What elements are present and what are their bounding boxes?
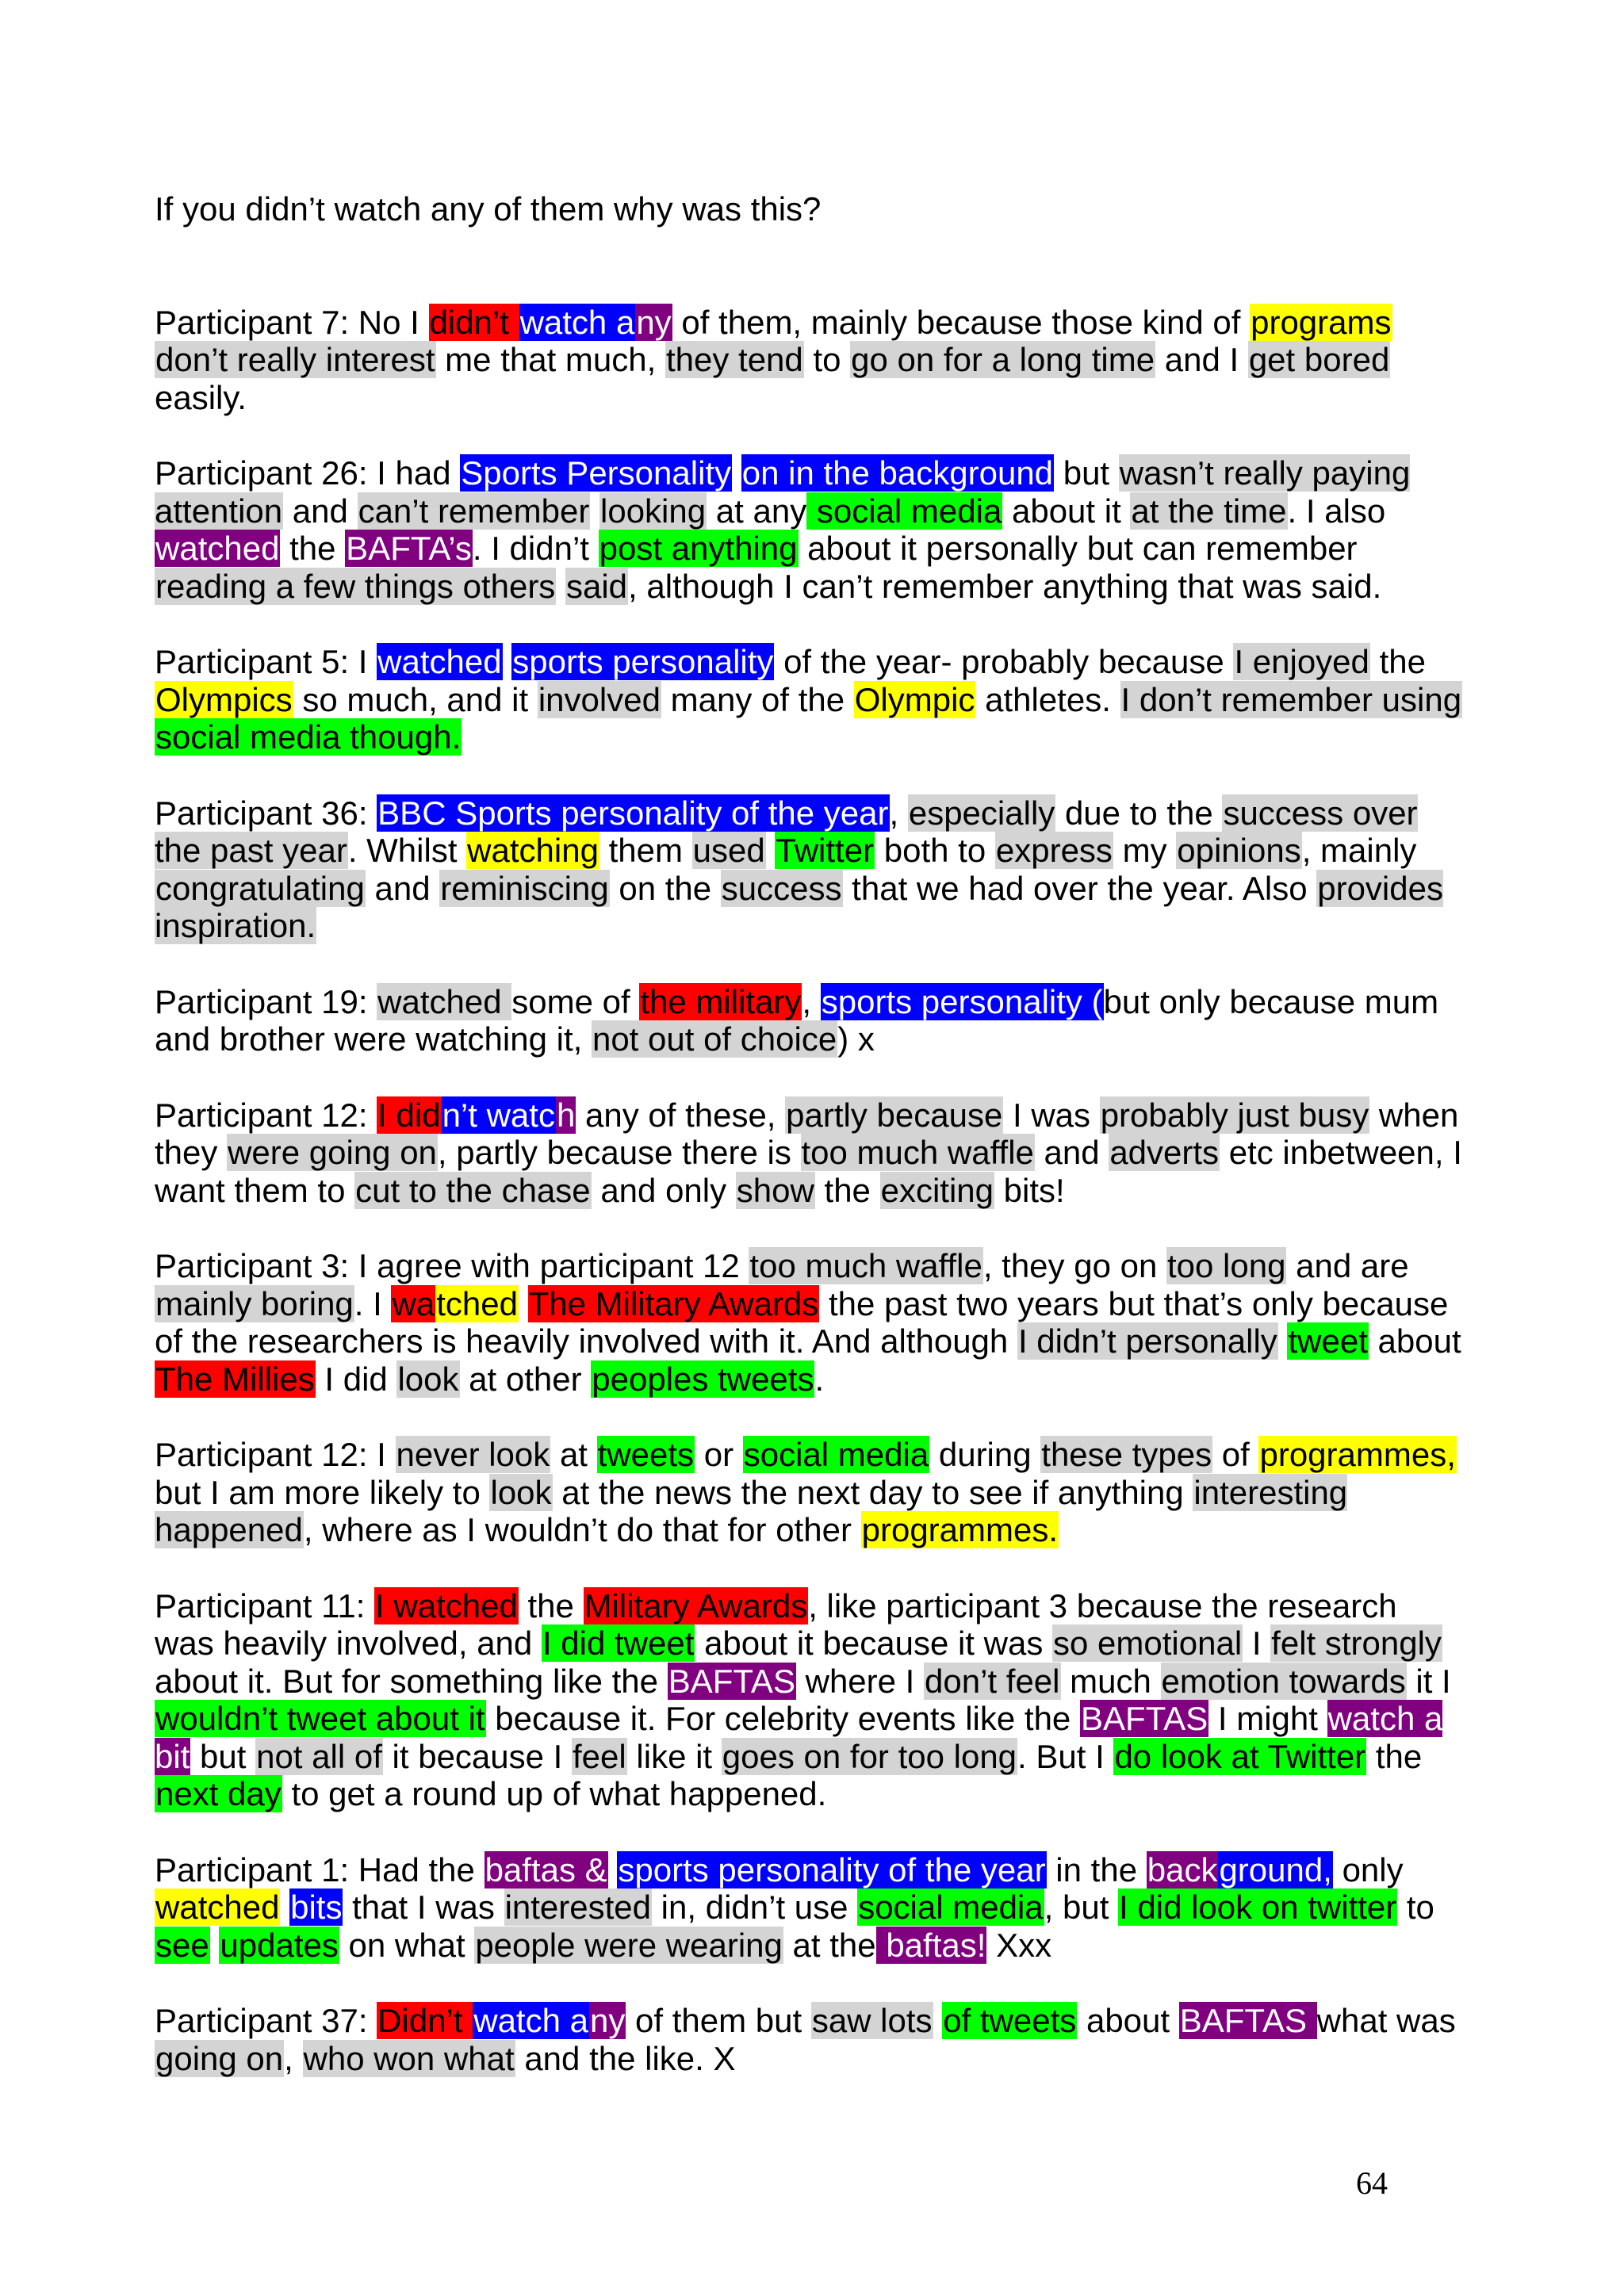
highlighted-phrase: BAFTA’s <box>346 530 472 567</box>
highlighted-phrase: too long <box>1166 1247 1286 1284</box>
highlighted-phrase: bits <box>290 1888 343 1926</box>
highlighted-phrase: of tweets <box>943 2002 1077 2039</box>
highlighted-phrase: so emotional <box>1053 1624 1243 1662</box>
highlighted-phrase: interesting happened <box>155 1473 1348 1548</box>
highlighted-phrase: watched <box>377 982 511 1020</box>
response-text: at the <box>783 1926 876 1964</box>
response-text: at any <box>707 492 807 530</box>
response-text: I <box>1243 1624 1271 1662</box>
response-text: of <box>1212 1436 1259 1473</box>
response-text: but I am more likely to <box>155 1473 490 1511</box>
response-text <box>732 454 741 492</box>
participant-26-response <box>155 454 1463 605</box>
participant-36-response <box>155 794 1463 945</box>
response-text: , although I can’t remember anything that was said. <box>628 567 1382 605</box>
response-text: Participant 11: <box>155 1586 375 1624</box>
highlighted-phrase: not out of choice <box>592 1020 837 1058</box>
highlighted-phrase: involved <box>538 680 661 718</box>
highlighted-phrase: mainly boring <box>155 1284 354 1322</box>
highlighted-phrase: I didn’t personally <box>1017 1322 1277 1360</box>
response-text: to <box>1397 1888 1434 1926</box>
response-text: about it personally but can remember <box>798 530 1358 567</box>
response-text: about it. But for something like the <box>155 1662 668 1700</box>
highlighted-phrase: I watched <box>375 1586 518 1624</box>
highlighted-phrase: didn’t <box>429 303 519 341</box>
highlighted-phrase: watch a bit <box>155 1700 1443 1775</box>
highlighted-phrase: social media <box>743 1436 929 1473</box>
highlighted-phrase: looking <box>600 492 707 530</box>
response-text: the <box>280 530 346 567</box>
response-text: , but <box>1044 1888 1119 1926</box>
highlighted-phrase: congratulating <box>155 869 365 907</box>
response-text: , <box>889 794 908 832</box>
highlighted-phrase: don’t feel <box>925 1662 1060 1700</box>
highlighted-phrase: h <box>556 1096 576 1134</box>
response-text: on what <box>339 1926 475 1964</box>
highlighted-phrase: I did look on twitter <box>1119 1888 1397 1926</box>
highlighted-phrase: probably just busy <box>1100 1096 1369 1134</box>
highlighted-phrase: said <box>565 567 628 605</box>
highlighted-phrase: n’t watc <box>442 1096 555 1134</box>
response-text: and the like. X <box>515 2039 736 2077</box>
response-text: the <box>1369 643 1426 680</box>
response-text: like it <box>626 1737 722 1775</box>
participant-5-response <box>155 643 1463 756</box>
response-text: Participant 7: No I <box>155 303 429 341</box>
highlighted-phrase: Twitter <box>776 832 875 869</box>
highlighted-phrase: especially <box>908 794 1055 832</box>
highlighted-phrase: at the time <box>1131 492 1287 530</box>
response-text: I did <box>315 1360 397 1398</box>
highlighted-phrase: were going on <box>228 1134 437 1171</box>
highlighted-phrase: watch a <box>473 2002 588 2039</box>
highlighted-phrase: show <box>736 1171 814 1209</box>
highlighted-phrase: go on for a long time <box>851 341 1155 378</box>
highlighted-phrase: success over the past year <box>155 794 1418 869</box>
highlighted-phrase: felt strongly <box>1271 1624 1442 1662</box>
response-text: to <box>803 341 851 378</box>
response-text: of them, mainly because those kind of <box>672 303 1251 341</box>
highlighted-phrase: who won what <box>303 2039 515 2077</box>
response-text: or <box>695 1436 743 1473</box>
response-text: , like participant 3 because the research was heavily involved, and <box>155 1586 1397 1662</box>
response-text: . I didn’t <box>472 530 599 567</box>
response-text: many of the <box>661 680 854 718</box>
highlighted-phrase: look <box>490 1473 552 1511</box>
highlighted-phrase: BBC Sports personality of the year <box>377 794 889 832</box>
highlighted-phrase: watched <box>155 1888 280 1926</box>
response-text: much <box>1060 1662 1161 1700</box>
response-text: etc inbetween, I want them to <box>155 1134 1462 1209</box>
response-text: athletes. <box>975 680 1120 718</box>
response-text: during <box>929 1436 1041 1473</box>
document-body <box>155 190 1463 2115</box>
response-text: the past two years but that’s only because of the researchers is heavily involved with it. And although <box>155 1284 1449 1360</box>
highlighted-phrase: Olympic <box>854 680 975 718</box>
highlighted-phrase: do look at Twitter <box>1114 1737 1366 1775</box>
response-text: to get a round up of what happened. <box>282 1775 827 1812</box>
highlighted-phrase: back <box>1147 1850 1218 1888</box>
highlighted-phrase: too much waffle <box>801 1134 1034 1171</box>
highlighted-phrase: BAFTAS <box>1080 1700 1208 1737</box>
participant-responses <box>155 304 1463 2078</box>
response-text: both to <box>875 832 995 869</box>
highlighted-phrase: see <box>155 1926 209 1964</box>
response-text: but only because mum and brother were watching it, <box>155 982 1439 1058</box>
highlighted-phrase: reminiscing <box>440 869 609 907</box>
highlighted-phrase: the military <box>640 982 802 1020</box>
response-text: but <box>190 1737 256 1775</box>
response-text: at other <box>459 1360 592 1398</box>
highlighted-phrase: ny <box>589 2002 626 2039</box>
response-text: and only <box>591 1171 736 1209</box>
highlighted-phrase: I did tweet <box>542 1624 695 1662</box>
response-text <box>210 1927 220 1964</box>
highlighted-phrase: The Millies <box>155 1360 315 1398</box>
response-text <box>608 1851 618 1888</box>
response-text: of them but <box>626 2002 811 2039</box>
response-text: my <box>1113 832 1177 869</box>
highlighted-phrase: I did <box>377 1096 441 1134</box>
highlighted-phrase: next day <box>155 1775 282 1812</box>
highlighted-phrase: people were wearing <box>475 1926 783 1964</box>
response-text: in, didn’t use <box>652 1888 858 1926</box>
highlighted-phrase: saw lots <box>811 2002 933 2039</box>
response-text <box>1278 1322 1288 1360</box>
participant-7-response <box>155 304 1463 417</box>
participant-19-response <box>155 983 1463 1058</box>
response-text <box>519 1285 528 1322</box>
response-text: and I <box>1155 341 1248 378</box>
response-text: about <box>1368 1322 1461 1360</box>
highlighted-phrase: I enjoyed <box>1234 643 1369 680</box>
response-text: the <box>814 1171 880 1209</box>
response-text: and <box>1034 1134 1109 1171</box>
response-text: any of these, <box>576 1096 786 1134</box>
highlighted-phrase: look <box>397 1360 459 1398</box>
participant-12-second-response <box>155 1436 1463 1549</box>
response-text: at <box>550 1436 597 1473</box>
highlighted-phrase: watch a <box>519 303 635 341</box>
highlighted-phrase: express <box>995 832 1113 869</box>
response-text: it I <box>1406 1662 1451 1700</box>
response-text: when they <box>155 1096 1459 1171</box>
response-text: about <box>1077 2002 1179 2039</box>
response-text: , partly because there is <box>437 1134 801 1171</box>
response-text: the <box>518 1586 584 1624</box>
highlighted-phrase: not all of <box>256 1737 382 1775</box>
response-text: Participant 37: <box>155 2002 377 2039</box>
highlighted-phrase: cut to the chase <box>355 1171 591 1209</box>
response-text: what was <box>1316 2002 1456 2039</box>
highlighted-phrase: post anything <box>599 530 798 567</box>
participant-3-response <box>155 1247 1463 1398</box>
highlighted-phrase: ground, <box>1219 1850 1332 1888</box>
highlighted-phrase: ny <box>636 303 672 341</box>
response-text: I was <box>1003 1096 1100 1134</box>
highlighted-phrase: Didn’t <box>377 2002 473 2039</box>
participant-11-response <box>155 1587 1463 1813</box>
response-text: me that much, <box>435 341 665 378</box>
highlighted-phrase: I don’t remember using <box>1120 680 1462 718</box>
response-text <box>556 568 565 605</box>
response-text: . I also <box>1287 492 1386 530</box>
response-text: about it because it was <box>695 1624 1053 1662</box>
highlighted-phrase: going on <box>155 2039 284 2077</box>
highlighted-phrase: success <box>721 869 842 907</box>
highlighted-phrase: baftas! <box>876 1926 986 1964</box>
highlighted-phrase: BAFTAS <box>1179 2002 1316 2039</box>
response-text: Participant 3: I agree with participant 12 <box>155 1247 749 1284</box>
highlighted-phrase: these types <box>1041 1436 1212 1473</box>
response-text: Participant 19: <box>155 982 377 1020</box>
response-text: that we had over the year. Also <box>842 869 1317 907</box>
highlighted-phrase: The Military Awards <box>528 1284 819 1322</box>
highlighted-phrase: get bored <box>1248 341 1390 378</box>
response-text: and <box>283 492 358 530</box>
highlighted-phrase: they tend <box>665 341 803 378</box>
response-text <box>590 492 599 530</box>
highlighted-phrase: wouldn’t tweet about it <box>155 1700 485 1737</box>
response-text: at the news the next day to see if anything <box>552 1473 1193 1511</box>
response-text: Participant 26: I had <box>155 454 461 492</box>
response-text <box>280 1888 289 1926</box>
highlighted-phrase: wasn’t really paying attention <box>155 454 1411 530</box>
highlighted-phrase: watching <box>467 832 599 869</box>
highlighted-phrase: never look <box>396 1436 550 1473</box>
response-text: Participant 36: <box>155 794 377 832</box>
response-text: bits! <box>994 1171 1065 1209</box>
response-text: Participant 5: I <box>155 643 377 680</box>
response-text: and <box>365 869 440 907</box>
response-text: that I was <box>343 1888 504 1926</box>
highlighted-phrase: sports personality ( <box>821 982 1103 1020</box>
response-text: . Whilst <box>347 832 467 869</box>
response-text: , <box>802 982 821 1020</box>
response-text: . <box>814 1360 825 1398</box>
highlighted-phrase: Military Awards <box>584 1586 808 1624</box>
highlighted-phrase: Olympics <box>155 680 293 718</box>
response-text: Participant 12: I <box>155 1436 396 1473</box>
response-text: , mainly <box>1301 832 1417 869</box>
highlighted-phrase: sports personality of the year <box>618 1850 1046 1888</box>
participant-12-response <box>155 1096 1463 1210</box>
highlighted-phrase: peoples tweets <box>592 1360 814 1398</box>
response-text: Participant 12: <box>155 1096 377 1134</box>
highlighted-phrase: sports personality <box>512 643 774 680</box>
response-text: easily. <box>155 378 247 416</box>
participant-37-response <box>155 2002 1463 2077</box>
response-text: it because I <box>382 1737 573 1775</box>
highlighted-phrase: can’t remember <box>358 492 590 530</box>
response-text: , they go on <box>982 1247 1166 1284</box>
highlighted-phrase: baftas & <box>485 1850 607 1888</box>
response-text: where I <box>795 1662 925 1700</box>
response-text: on the <box>609 869 721 907</box>
response-text: , <box>284 2039 303 2077</box>
highlighted-phrase: emotion towards <box>1161 1662 1406 1700</box>
participant-1-response <box>155 1851 1463 1965</box>
highlighted-phrase: social media <box>807 492 1002 530</box>
highlighted-phrase: interested <box>504 1888 652 1926</box>
question-heading: If you didn’t watch any of them why was this? <box>155 190 822 228</box>
response-text: about it <box>1002 492 1131 530</box>
highlighted-phrase: social media though. <box>155 718 462 756</box>
response-text: them <box>599 832 692 869</box>
response-text <box>503 643 512 680</box>
highlighted-phrase: programs <box>1251 303 1392 341</box>
response-text: the <box>1366 1737 1423 1775</box>
response-text: only <box>1332 1850 1404 1888</box>
response-text: I might <box>1208 1700 1327 1737</box>
highlighted-phrase: reading a few things others <box>155 567 556 605</box>
highlighted-phrase: goes on for too long <box>722 1737 1017 1775</box>
highlighted-phrase: watched <box>155 530 280 567</box>
highlighted-phrase: exciting <box>880 1171 994 1209</box>
highlighted-phrase: watched <box>377 643 502 680</box>
response-text: ) x <box>837 1020 875 1058</box>
highlighted-phrase: Sports Personality <box>461 454 732 492</box>
highlighted-phrase: used <box>692 832 765 869</box>
highlighted-phrase: tched <box>436 1284 518 1322</box>
response-text: due to the <box>1055 794 1223 832</box>
response-text: Xxx <box>986 1926 1052 1964</box>
highlighted-phrase: BAFTAS <box>668 1662 795 1700</box>
highlighted-phrase: updates <box>220 1926 339 1964</box>
response-text: but <box>1054 454 1119 492</box>
response-text <box>933 2002 943 2039</box>
response-text: some of <box>511 982 640 1020</box>
page-number: 64 <box>1356 2165 1388 2201</box>
highlighted-phrase: partly because <box>786 1096 1003 1134</box>
highlighted-phrase: programmes, <box>1259 1436 1456 1473</box>
response-text: because it. For celebrity events like the <box>485 1700 1080 1737</box>
highlighted-phrase: opinions <box>1177 832 1301 869</box>
highlighted-phrase: provides inspiration. <box>155 869 1443 944</box>
highlighted-phrase: social media <box>858 1888 1044 1926</box>
response-text: . But I <box>1017 1737 1114 1775</box>
highlighted-phrase: adverts <box>1109 1134 1220 1171</box>
response-text: , where as I wouldn’t do that for other <box>303 1511 861 1548</box>
highlighted-phrase: too much waffle <box>749 1247 982 1284</box>
response-text <box>766 832 776 869</box>
response-text: of the year- probably because <box>774 643 1234 680</box>
highlighted-phrase: tweets <box>597 1436 695 1473</box>
highlighted-phrase: wa <box>392 1284 435 1322</box>
highlighted-phrase: on in the background <box>741 454 1054 492</box>
response-text: Participant 1: Had the <box>155 1850 485 1888</box>
response-text: so much, and it <box>293 680 538 718</box>
response-text: . I <box>354 1284 392 1322</box>
highlighted-phrase: feel <box>573 1737 626 1775</box>
highlighted-phrase: tweet <box>1288 1322 1368 1360</box>
response-text: and are <box>1286 1247 1409 1284</box>
highlighted-phrase: programmes. <box>861 1511 1059 1548</box>
highlighted-phrase: don’t really interest <box>155 341 435 378</box>
response-text: in the <box>1046 1850 1147 1888</box>
